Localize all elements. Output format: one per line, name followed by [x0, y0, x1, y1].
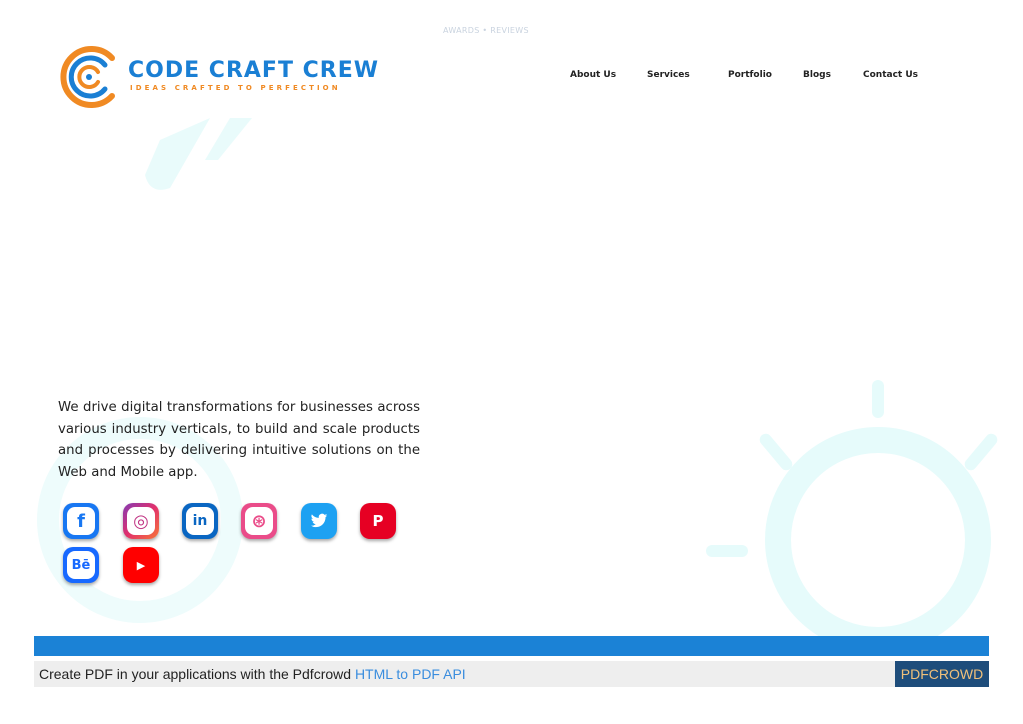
twitter-link[interactable] [301, 503, 337, 539]
linkedin-icon: in [186, 507, 214, 535]
pdf-banner-text [39, 666, 466, 682]
instagram-icon: ◎ [127, 507, 155, 535]
logo-mark-icon [56, 44, 122, 110]
facebook-icon: f [67, 507, 95, 535]
nav-contact-us[interactable]: Contact Us [863, 70, 919, 80]
pdfcrowd-button[interactable]: PDFCROWD [895, 661, 989, 687]
brand-logo[interactable] [56, 44, 379, 110]
nav-services[interactable]: Services [647, 70, 690, 80]
pdf-banner [34, 661, 989, 687]
nav-portfolio[interactable]: Portfolio [728, 70, 772, 80]
linkedin-link[interactable] [182, 503, 218, 539]
intro-paragraph: We drive digital transformations for businesses across various industry verticals, to build and scale products and processes by delivering intuitive solutions on the Web and Mobile app. [58, 400, 420, 480]
pinterest-link[interactable] [360, 503, 396, 539]
brand-tagline: IDEAS CRAFTED TO PERFECTION [130, 84, 341, 92]
behance-icon: Bē [67, 551, 95, 579]
dribbble-icon: ⊛ [245, 507, 273, 535]
top-tagline: AWARDS • REVIEWS [443, 26, 529, 35]
nav-about-us[interactable]: About Us [570, 70, 617, 80]
footer-bar [34, 636, 989, 656]
facebook-link[interactable] [63, 503, 99, 539]
youtube-link[interactable] [123, 547, 159, 583]
behance-link[interactable] [63, 547, 99, 583]
youtube-icon: ▶ [129, 556, 153, 574]
dribbble-link[interactable] [241, 503, 277, 539]
pdf-banner-prefix: Create PDF in your applications with the Pdfcrowd [39, 666, 355, 682]
pdf-api-link[interactable]: HTML to PDF API [354, 666, 466, 682]
brand-name: CODE CRAFT CREW [128, 58, 379, 83]
nav-blogs[interactable]: Blogs [803, 70, 831, 80]
twitter-icon [305, 507, 333, 535]
instagram-link[interactable] [123, 503, 159, 539]
pinterest-icon: P [366, 509, 390, 533]
